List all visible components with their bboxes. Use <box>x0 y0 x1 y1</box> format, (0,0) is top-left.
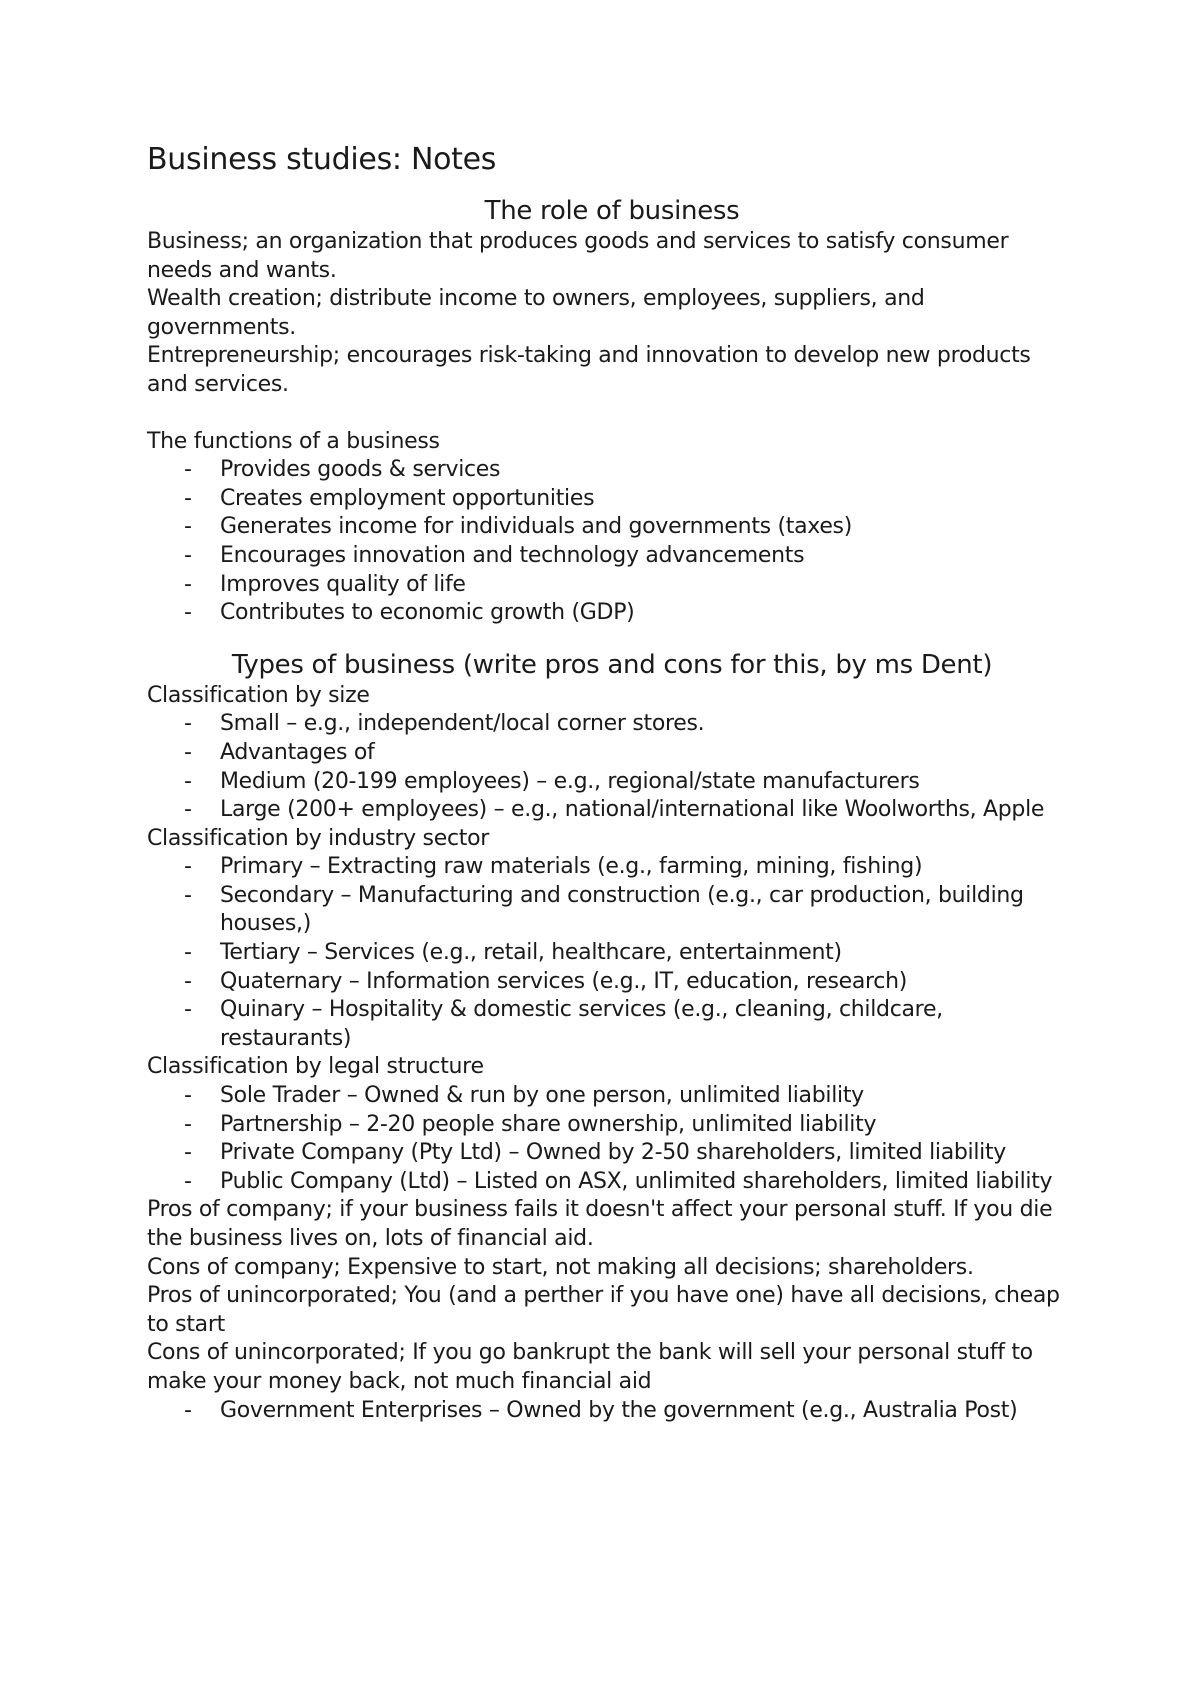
list-item: - Public Company (Ltd) – Listed on ASX, unlimited shareholders, limited liability <box>220 1168 1077 1197</box>
pros-cons-paragraph: Cons of unincorporated; If you go bankrupt the bank will sell your personal stuff to make your money back, not much financial aid <box>147 1340 1033 1394</box>
role-paragraph: Wealth creation; distribute income to owners, employees, suppliers, and governments. <box>147 286 925 340</box>
list-item: - Advantages of <box>220 739 1077 768</box>
size-list <box>147 710 1077 824</box>
list-item: - Medium (20-199 employees) – e.g., regional/state manufacturers <box>220 768 1077 797</box>
sector-list <box>147 853 1077 1053</box>
legal-list <box>147 1082 1077 1196</box>
legal-classification-label: Classification by legal structure <box>147 1054 484 1080</box>
government-enterprise-list <box>147 1397 1077 1426</box>
list-item: - Generates income for individuals and governments (taxes) <box>220 513 1077 542</box>
heading-types-of-business: Types of business (write pros and cons for this, by ms Dent) <box>231 649 993 680</box>
list-item: - Quinary – Hospitality & domestic services (e.g., cleaning, childcare, restaurants) <box>220 996 1077 1053</box>
list-item: - Provides goods & services <box>220 456 1077 485</box>
pros-cons-paragraph: Cons of company; Expensive to start, not making all decisions; shareholders. <box>147 1254 974 1280</box>
pros-cons-paragraph: Pros of unincorporated; You (and a perther if you have one) have all decisions, cheap to start <box>147 1283 1060 1337</box>
notes-page <box>147 140 1077 1425</box>
heading-role-of-business: The role of business <box>484 196 740 226</box>
list-item: - Private Company (Pty Ltd) – Owned by 2-50 shareholders, limited liability <box>220 1139 1077 1168</box>
pros-cons-paragraph: Pros of company; if your business fails it doesn't affect your personal stuff. If you die the business lives on, lots of financial aid. <box>147 1197 1053 1251</box>
blank-line <box>147 400 1077 428</box>
list-item: - Quaternary – Information services (e.g., IT, education, research) <box>220 968 1077 997</box>
functions-label: The functions of a business <box>147 428 440 454</box>
role-paragraph: Entrepreneurship; encourages risk-taking and innovation to develop new products and services. <box>147 343 1031 397</box>
list-item: - Partnership – 2-20 people share ownership, unlimited liability <box>220 1111 1077 1140</box>
list-item: - Secondary – Manufacturing and construction (e.g., car production, building houses,) <box>220 882 1077 939</box>
document-title: Business studies: Notes <box>147 142 497 177</box>
list-item: - Primary – Extracting raw materials (e.g., farming, mining, fishing) <box>220 853 1077 882</box>
list-item: - Small – e.g., independent/local corner stores. <box>220 710 1077 739</box>
list-item: - Encourages innovation and technology advancements <box>220 542 1077 571</box>
list-item: - Government Enterprises – Owned by the government (e.g., Australia Post) <box>220 1397 1077 1426</box>
list-item: - Sole Trader – Owned & run by one person, unlimited liability <box>220 1082 1077 1111</box>
list-item: - Creates employment opportunities <box>220 485 1077 514</box>
list-item: - Contributes to economic growth (GDP) <box>220 599 1077 628</box>
sector-classification-label: Classification by industry sector <box>147 825 489 851</box>
functions-list <box>147 456 1077 628</box>
list-item: - Tertiary – Services (e.g., retail, healthcare, entertainment) <box>220 939 1077 968</box>
size-classification-label: Classification by size <box>147 682 370 708</box>
list-item: - Improves quality of life <box>220 571 1077 600</box>
list-item: - Large (200+ employees) – e.g., national/international like Woolworths, Apple <box>220 796 1077 825</box>
role-paragraph: Business; an organization that produces goods and services to satisfy consumer needs and wants. <box>147 229 1009 283</box>
